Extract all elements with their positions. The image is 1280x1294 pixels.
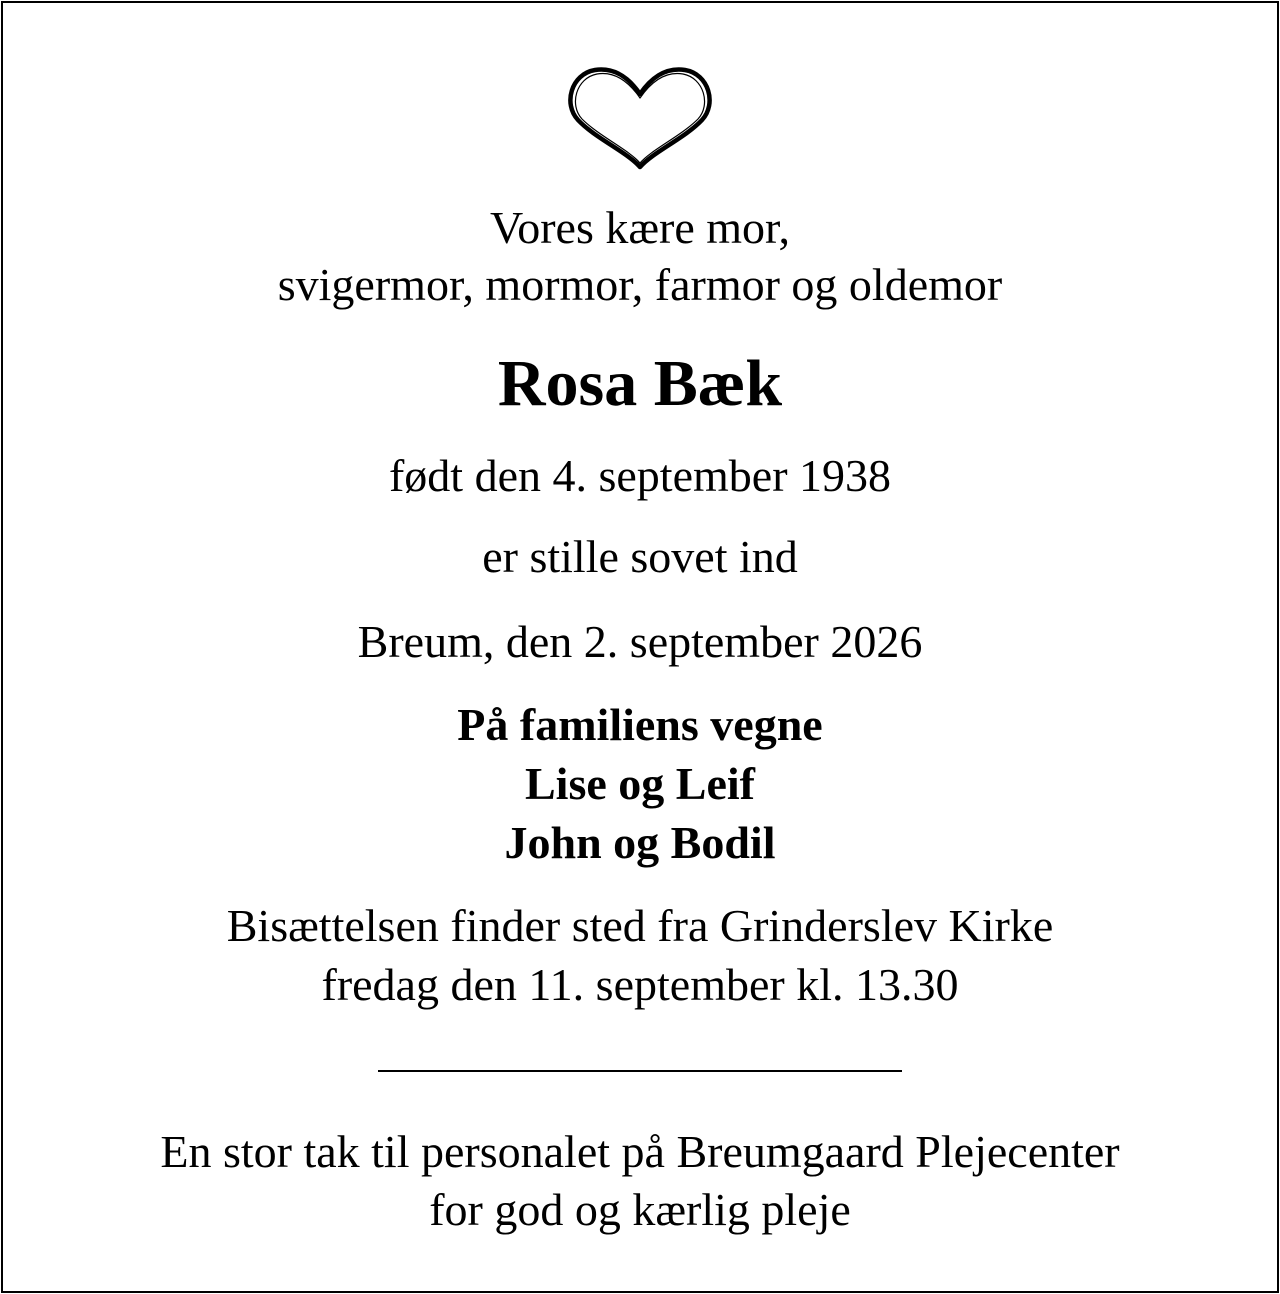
family-line-1: På familiens vegne (457, 699, 823, 750)
heart-icon (567, 64, 713, 170)
separator-line (378, 1070, 902, 1072)
thanks-line-2: for god og kærlig pleje (429, 1184, 851, 1235)
intro-line-2: svigermor, mormor, farmor og oldemor (277, 259, 1003, 310)
funeral-line-2: fredag den 11. september kl. 13.30 (321, 959, 959, 1010)
passed-text: er stille sovet ind (482, 531, 798, 582)
family-line-2: Lise og Leif (525, 758, 755, 809)
family-line-3: John og Bodil (504, 817, 776, 868)
deceased-name: Rosa Bæk (497, 347, 783, 420)
thanks-line-1: En stor tak til personalet på Breumgaard Plejecenter (160, 1126, 1120, 1177)
place-and-date: Breum, den 2. september 2026 (357, 616, 923, 667)
intro-line-1: Vores kære mor, (489, 202, 791, 253)
birth-date: født den 4. september 1938 (388, 450, 892, 501)
funeral-line-1: Bisættelsen finder sted fra Grinderslev Kirke (226, 900, 1054, 951)
